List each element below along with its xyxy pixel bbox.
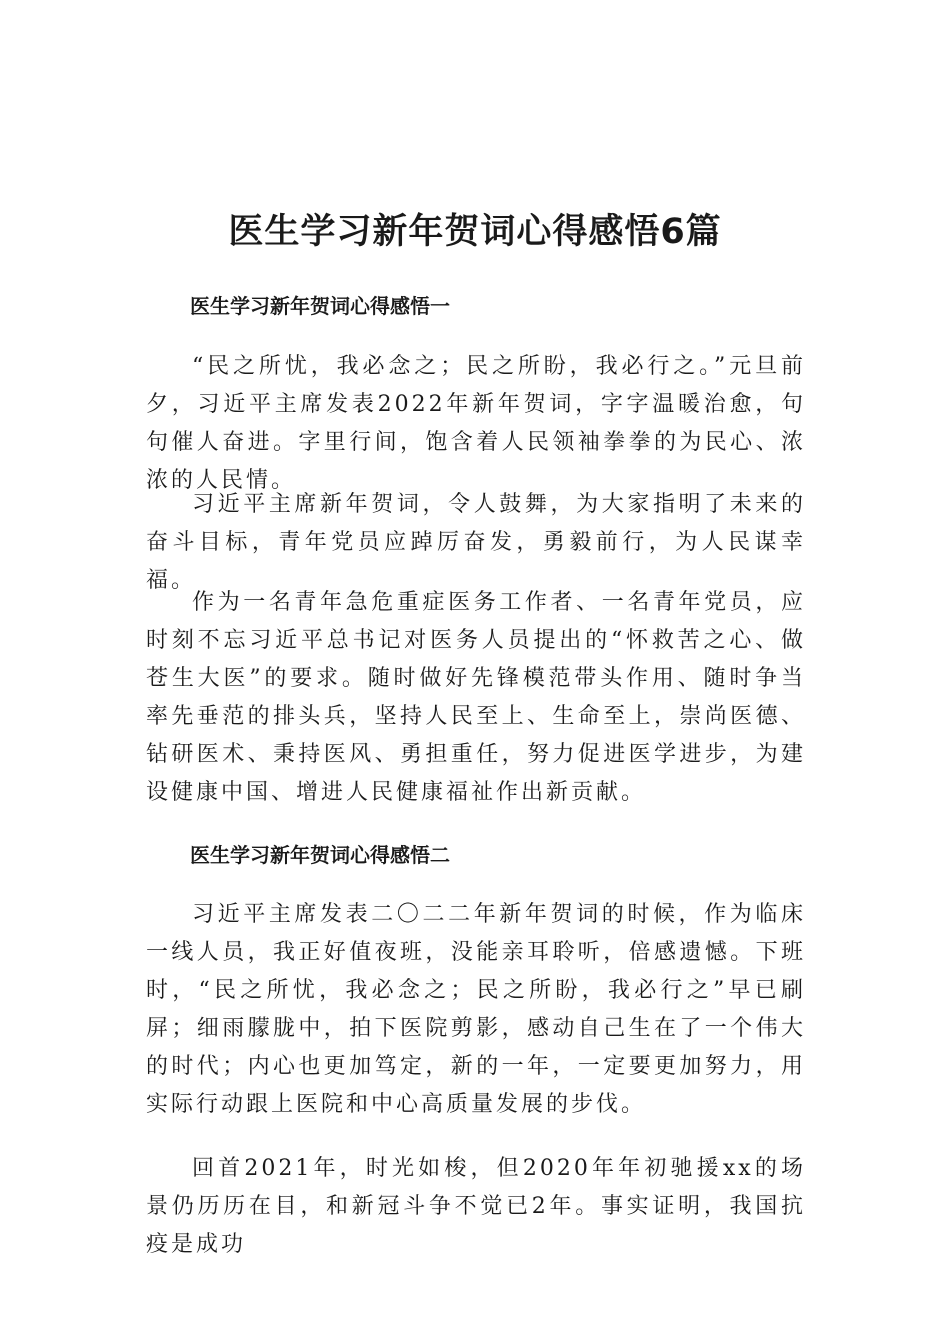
document-title: 医生学习新年贺词心得感悟6篇: [228, 212, 722, 252]
paragraph: 回首2021年，时光如梭，但2020年年初驰援xx的场景仍历历在目，和新冠斗争不觉已2年。事实证明，我国抗疫是成功: [146, 1156, 806, 1257]
paragraph: 作为一名青年急危重症医务工作者、一名青年党员，应时刻不忘习近平总书记对医务人员提出的“怀救苦之心、做苍生大医”的要求。随时做好先锋模范带头作用、随时争当率先垂范的排头兵，坚持人民至上、生命至上，崇尚医德、钻研医术、秉持医风、勇担重任，努力促进医学进步，为建设健康中国、增进人民健康福祉作出新贡献。: [146, 590, 806, 805]
section-heading-1: 医生学习新年贺词心得感悟一: [190, 294, 450, 318]
paragraph: “民之所忧，我必念之；民之所盼，我必行之。”元旦前夕，习近平主席发表2022年新年贺词，字字温暖治愈，句句催人奋进。字里行间，饱含着人民领袖拳拳的为民心、浓浓的人民情。: [146, 354, 806, 493]
paragraph: 习近平主席新年贺词，令人鼓舞，为大家指明了未来的奋斗目标，青年党员应踔厉奋发，勇毅前行，为人民谋幸福。: [146, 492, 806, 593]
section-heading-2: 医生学习新年贺词心得感悟二: [190, 843, 450, 867]
paragraph: 习近平主席发表二〇二二年新年贺词的时候，作为临床一线人员，我正好值夜班，没能亲耳聆听，倍感遗憾。下班时，“民之所忧，我必念之；民之所盼，我必行之”早已刷屏；细雨朦胧中，拍下医院剪影，感动自己生在了一个伟大的时代；内心也更加笃定，新的一年，一定要更加努力，用实际行动跟上医院和中心高质量发展的步伐。: [146, 902, 806, 1117]
